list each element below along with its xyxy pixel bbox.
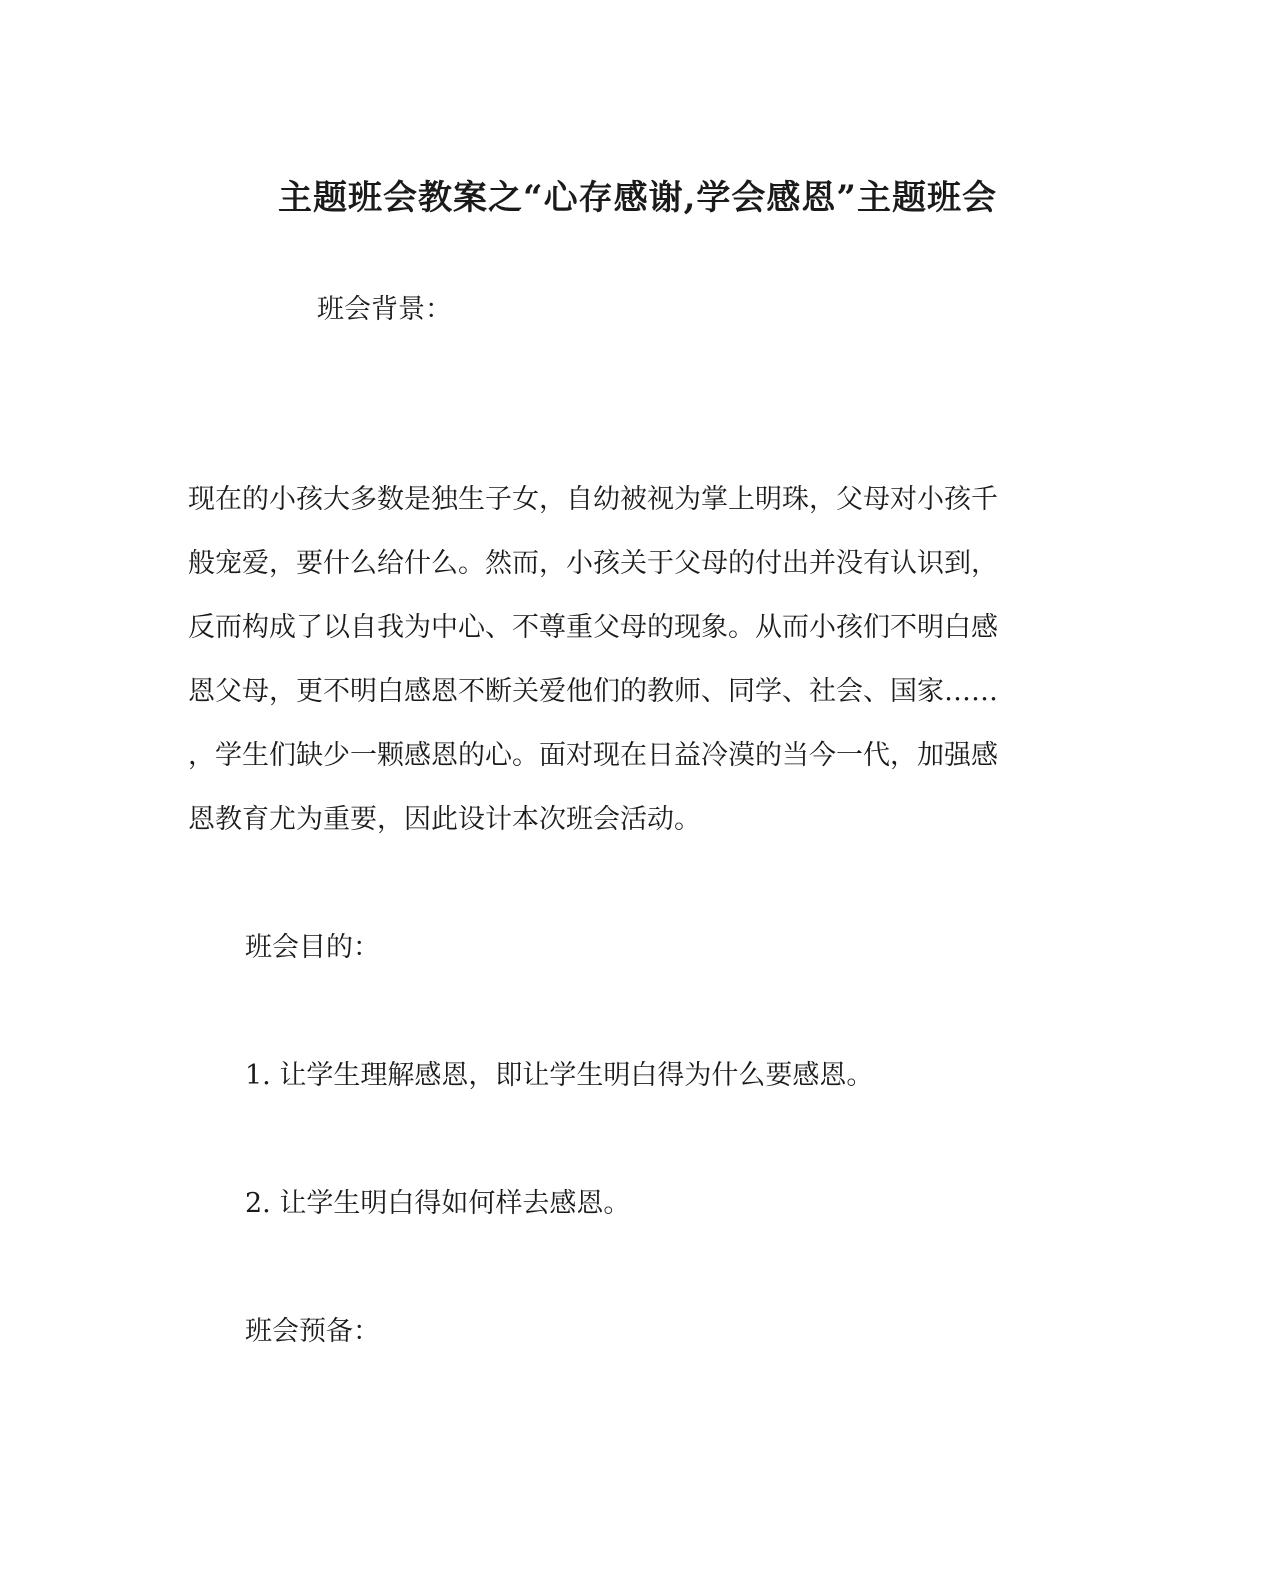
background-heading: 班会背景： xyxy=(317,294,452,325)
paragraph-line: ，学生们缺少一颗感恩的心。面对现在日益冷漠的当今一代，加强感 xyxy=(188,740,998,771)
document-title: 主题班会教案之“心存感谢,学会感恩”主题班会 xyxy=(278,178,997,218)
background-paragraph xyxy=(188,478,1058,862)
paragraph-line: 反而构成了以自我为中心、不尊重父母的现象。从而小孩们不明白感 xyxy=(188,612,998,643)
prep-heading: 班会预备： xyxy=(245,1316,380,1347)
paragraph-line: 现在的小孩大多数是独生子女，自幼被视为掌上明珠，父母对小孩千 xyxy=(188,484,998,515)
goal-item-2: 2. 让学生明白得如何样去感恩。 xyxy=(245,1188,631,1219)
goal-heading: 班会目的： xyxy=(245,932,380,963)
paragraph-line: 般宠爱，要什么给什么。然而，小孩关于父母的付出并没有认识到， xyxy=(188,548,998,579)
paragraph-line: 恩父母，更不明白感恩不断关爱他们的教师、同学、社会、国家…… xyxy=(188,676,998,707)
goal-item-1: 1. 让学生理解感恩，即让学生明白得为什么要感恩。 xyxy=(245,1060,874,1091)
paragraph-line: 恩教育尤为重要，因此设计本次班会活动。 xyxy=(188,804,701,835)
